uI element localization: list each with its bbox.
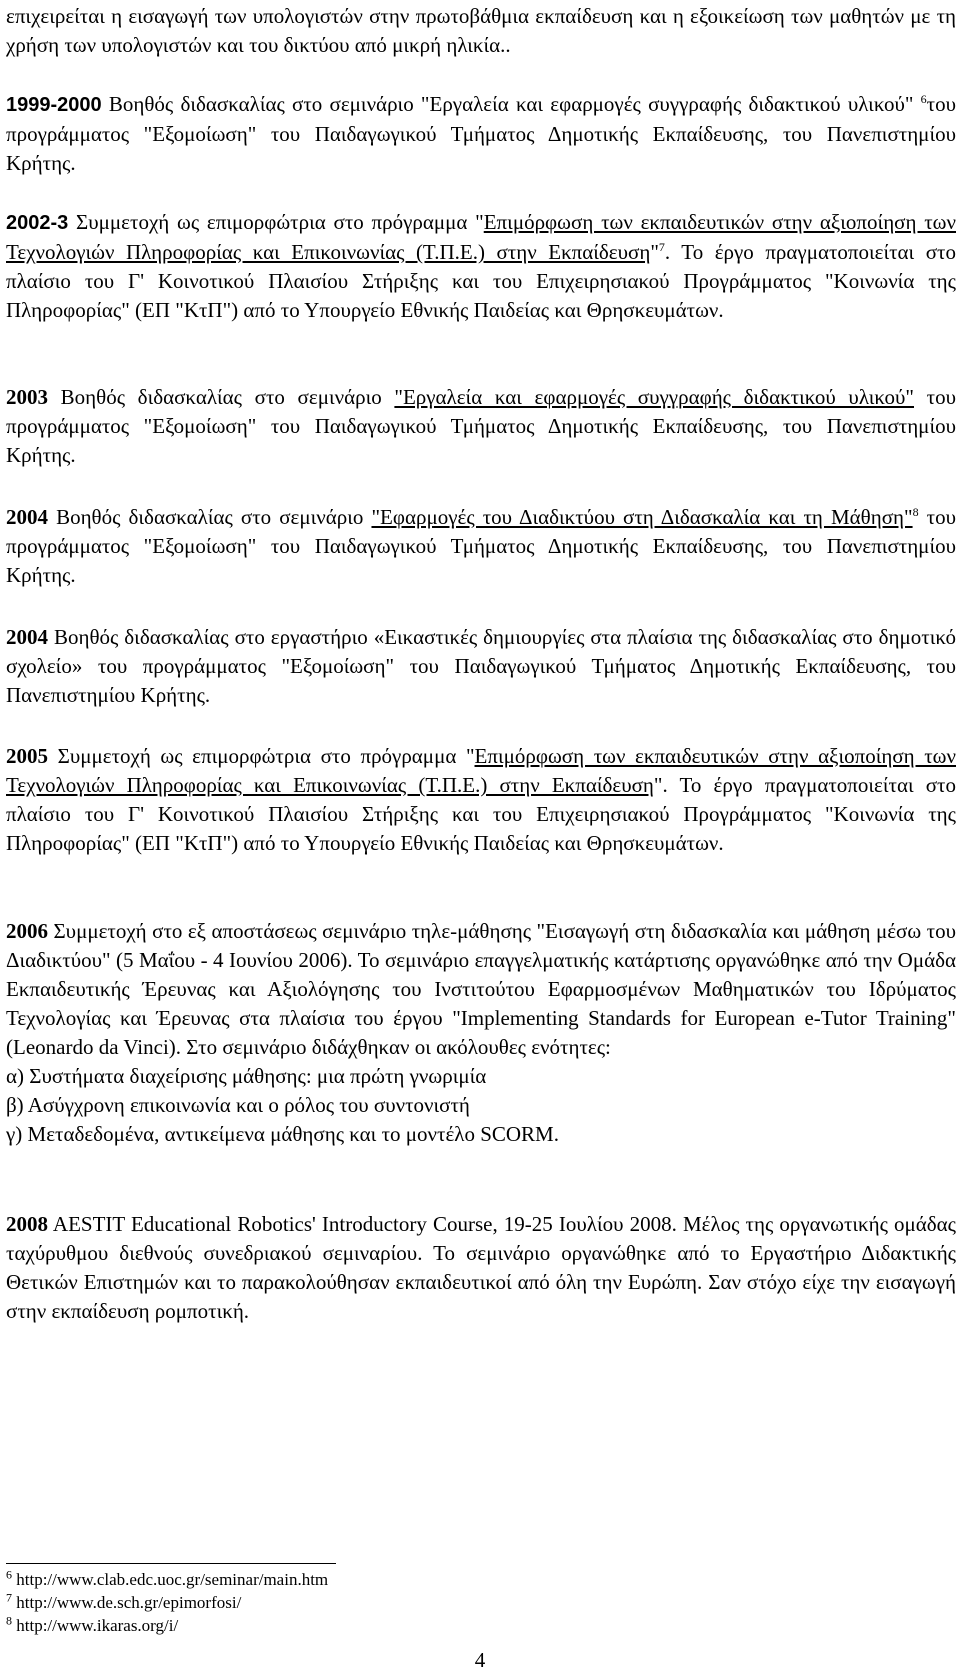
entry-text: του προγράμματος "Εξομοίωση" του Παιδαγωγικού Τμήματος Δημοτικής Εκπαίδευσης, του Πανεπιστημίου Κρήτης.	[6, 505, 956, 587]
entry-1999-2000	[6, 90, 956, 178]
footnote-ref[interactable]: 6	[920, 92, 927, 106]
entry-year: 2004	[6, 625, 48, 649]
entry-text: Συμμετοχή ως επιμορφώτρια στο πρόγραμμα "	[48, 744, 475, 768]
entry-year: 2008	[6, 1212, 48, 1236]
entry-year: 2006	[6, 919, 48, 943]
seminar-title-link[interactable]: "Εργαλεία και εφαρμογές συγγραφής διδακτικού υλικού"	[394, 385, 914, 409]
page-number: 4	[474, 1648, 486, 1672]
entry-year: 2002-3	[6, 212, 69, 234]
entry-text: "	[650, 240, 659, 264]
footnote-item	[6, 1568, 606, 1591]
program-title-link[interactable]: Επιμόρφωση των εκπαιδευτικών στην αξιοποίηση των Τεχνολογιών Πληροφορίας και Επικοινωνίας (Τ.Π.Ε.) στην Εκπαίδευση	[6, 744, 956, 797]
footnote-item	[6, 1614, 606, 1637]
entry-text: του προγράμματος "Εξομοίωση" του Παιδαγωγικού Τμήματος Δημοτικής Εκπαίδευσης, του Πανεπιστημίου Κρήτης.	[6, 385, 956, 467]
entry-text: AESTIT Educational Robotics' Introductory Course, 19-25 Ιουλίου 2008. Μέλος της οργανωτικής ομάδας ταχύρυθμου διεθνούς συνεδριακού σεμιναρίου. Το σεμινάριο οργανώθηκε από το Εργαστήριο Διδακτικής Θετικών Επιστημών και το παρακολούθησαν εκπαιδευτικοί από όλη την Ευρώπη. Σαν στόχο είχε την εισαγωγή στην εκπαίδευση ρομποτική.	[6, 1212, 956, 1323]
list-item: α) Συστήματα διαχείρισης μάθησης: μια πρώτη γνωριμία	[6, 1064, 487, 1088]
entry-2003	[6, 383, 956, 470]
entry-text: Βοηθός διδασκαλίας στο εργαστήριο «Εικαστικές δημιουργίες στα πλαίσια της διδασκαλίας στο δημοτικό σχολείο» του προγράμματος "Εξομοίωση" του Παιδαγωγικού Τμήματος Δημοτικής Εκπαίδευσης, του Πανεπιστημίου Κρήτης.	[6, 625, 956, 707]
entry-year: 2003	[6, 385, 48, 409]
entry-2004-seminar	[6, 503, 956, 590]
entry-text: Συμμετοχή στο εξ αποστάσεως σεμινάριο τηλε-μάθησης "Εισαγωγή στη διδασκαλία και μάθηση μέσω του Διαδικτύου" (5 Μαΐου - 4 Ιουνίου 2006). Το σεμινάριο επαγγελματικής κατάρτισης οργανώθηκε από την Ομάδα Εκπαιδευτικής Έρευνας και Αξιολόγησης του Ινστιτούτου Εφαρμοσμένων Μαθηματικών του Ιδρύματος Τεχνολογίας και Έρευνας στα πλαίσια του έργου "Implementing Standards for European e-Tutor Training" (Leonardo da Vinci). Στο σεμινάριο διδάχθηκαν οι ακόλουθες ενότητες:	[6, 919, 956, 1059]
entry-text: . Το έργο πραγματοποιείται στο πλαίσιο του Γ' Κοινοτικού Πλαισίου Στήριξης και του Επιχειρησιακού Προγράμματος "Κοινωνία της Πληροφορίας" (ΕΠ "ΚτΠ") από το Υπουργείο Εθνικής Παιδείας και Θρησκευμάτων.	[6, 240, 956, 322]
entry-year: 1999-2000	[6, 94, 102, 116]
footnote-ref[interactable]: 7	[658, 240, 665, 254]
intro-paragraph	[6, 2, 956, 60]
footnote-ref[interactable]: 8	[912, 505, 919, 519]
list-item: β) Ασύγχρονη επικοινωνία και ο ρόλος του συντονιστή	[6, 1093, 470, 1117]
entry-2008	[6, 1210, 956, 1326]
entry-text: Βοηθός διδασκαλίας στο σεμινάριο	[48, 505, 372, 529]
entry-text: ". Το έργο πραγματοποιείται στο πλαίσιο του Γ' Κοινοτικού Πλαισίου Στήριξης και του Επιχειρησιακού Προγράμματος "Κοινωνία της Πληροφορίας" (ΕΠ "ΚτΠ") από το Υπουργείο Εθνικής Παιδείας και Θρησκευμάτων.	[6, 773, 956, 855]
entry-text: Βοηθός διδασκαλίας στο σεμινάριο	[48, 385, 395, 409]
footnote-number: 7	[6, 1590, 12, 1605]
entry-text: Συμμετοχή ως επιμορφώτρια στο πρόγραμμα "	[68, 210, 484, 234]
footnote-link[interactable]: http://www.de.sch.gr/epimorfosi/	[16, 1593, 242, 1612]
list-item: γ) Μεταδεδομένα, αντικείμενα μάθησης και το μοντέλο SCORM.	[6, 1122, 559, 1146]
footnote-number: 6	[6, 1567, 12, 1582]
entry-2006	[6, 917, 956, 1149]
footnote-number: 8	[6, 1613, 12, 1628]
entry-text: Βοηθός διδασκαλίας στο σεμινάριο "Εργαλεία και εφαρμογές συγγραφής διδακτικού υλικού"	[101, 92, 921, 116]
footnote-link[interactable]: http://www.ikaras.org/i/	[16, 1616, 179, 1635]
entry-2004-workshop	[6, 623, 956, 710]
entry-2005	[6, 742, 956, 858]
program-title-link[interactable]: Επιμόρφωση των εκπαιδευτικών στην αξιοποίηση των Τεχνολογιών Πληροφορίας και Επικοινωνίας (Τ.Π.Ε.) στην Εκπαίδευση	[6, 210, 956, 264]
footnote-divider	[6, 1563, 336, 1564]
entry-2002-3	[6, 208, 956, 325]
entry-text: του προγράμματος "Εξομοίωση" του Παιδαγωγικού Τμήματος Δημοτικής Εκπαίδευσης, του Πανεπιστημίου Κρήτης.	[6, 92, 956, 175]
entry-year: 2004	[6, 505, 48, 529]
footnote-link[interactable]: http://www.clab.edc.uoc.gr/seminar/main.htm	[16, 1570, 329, 1589]
seminar-title-link[interactable]: "Εφαρμογές του Διαδικτύου στη Διδασκαλία και τη Μάθηση"	[371, 505, 913, 529]
intro-text: επιχειρείται η εισαγωγή των υπολογιστών στην πρωτοβάθμια εκπαίδευση και η εξοικείωση των μαθητών με τη χρήση των υπολογιστών και του δικτύου από μικρή ηλικία..	[6, 4, 956, 57]
entry-year: 2005	[6, 744, 48, 768]
footnotes	[6, 1568, 606, 1637]
footnote-item	[6, 1591, 606, 1614]
